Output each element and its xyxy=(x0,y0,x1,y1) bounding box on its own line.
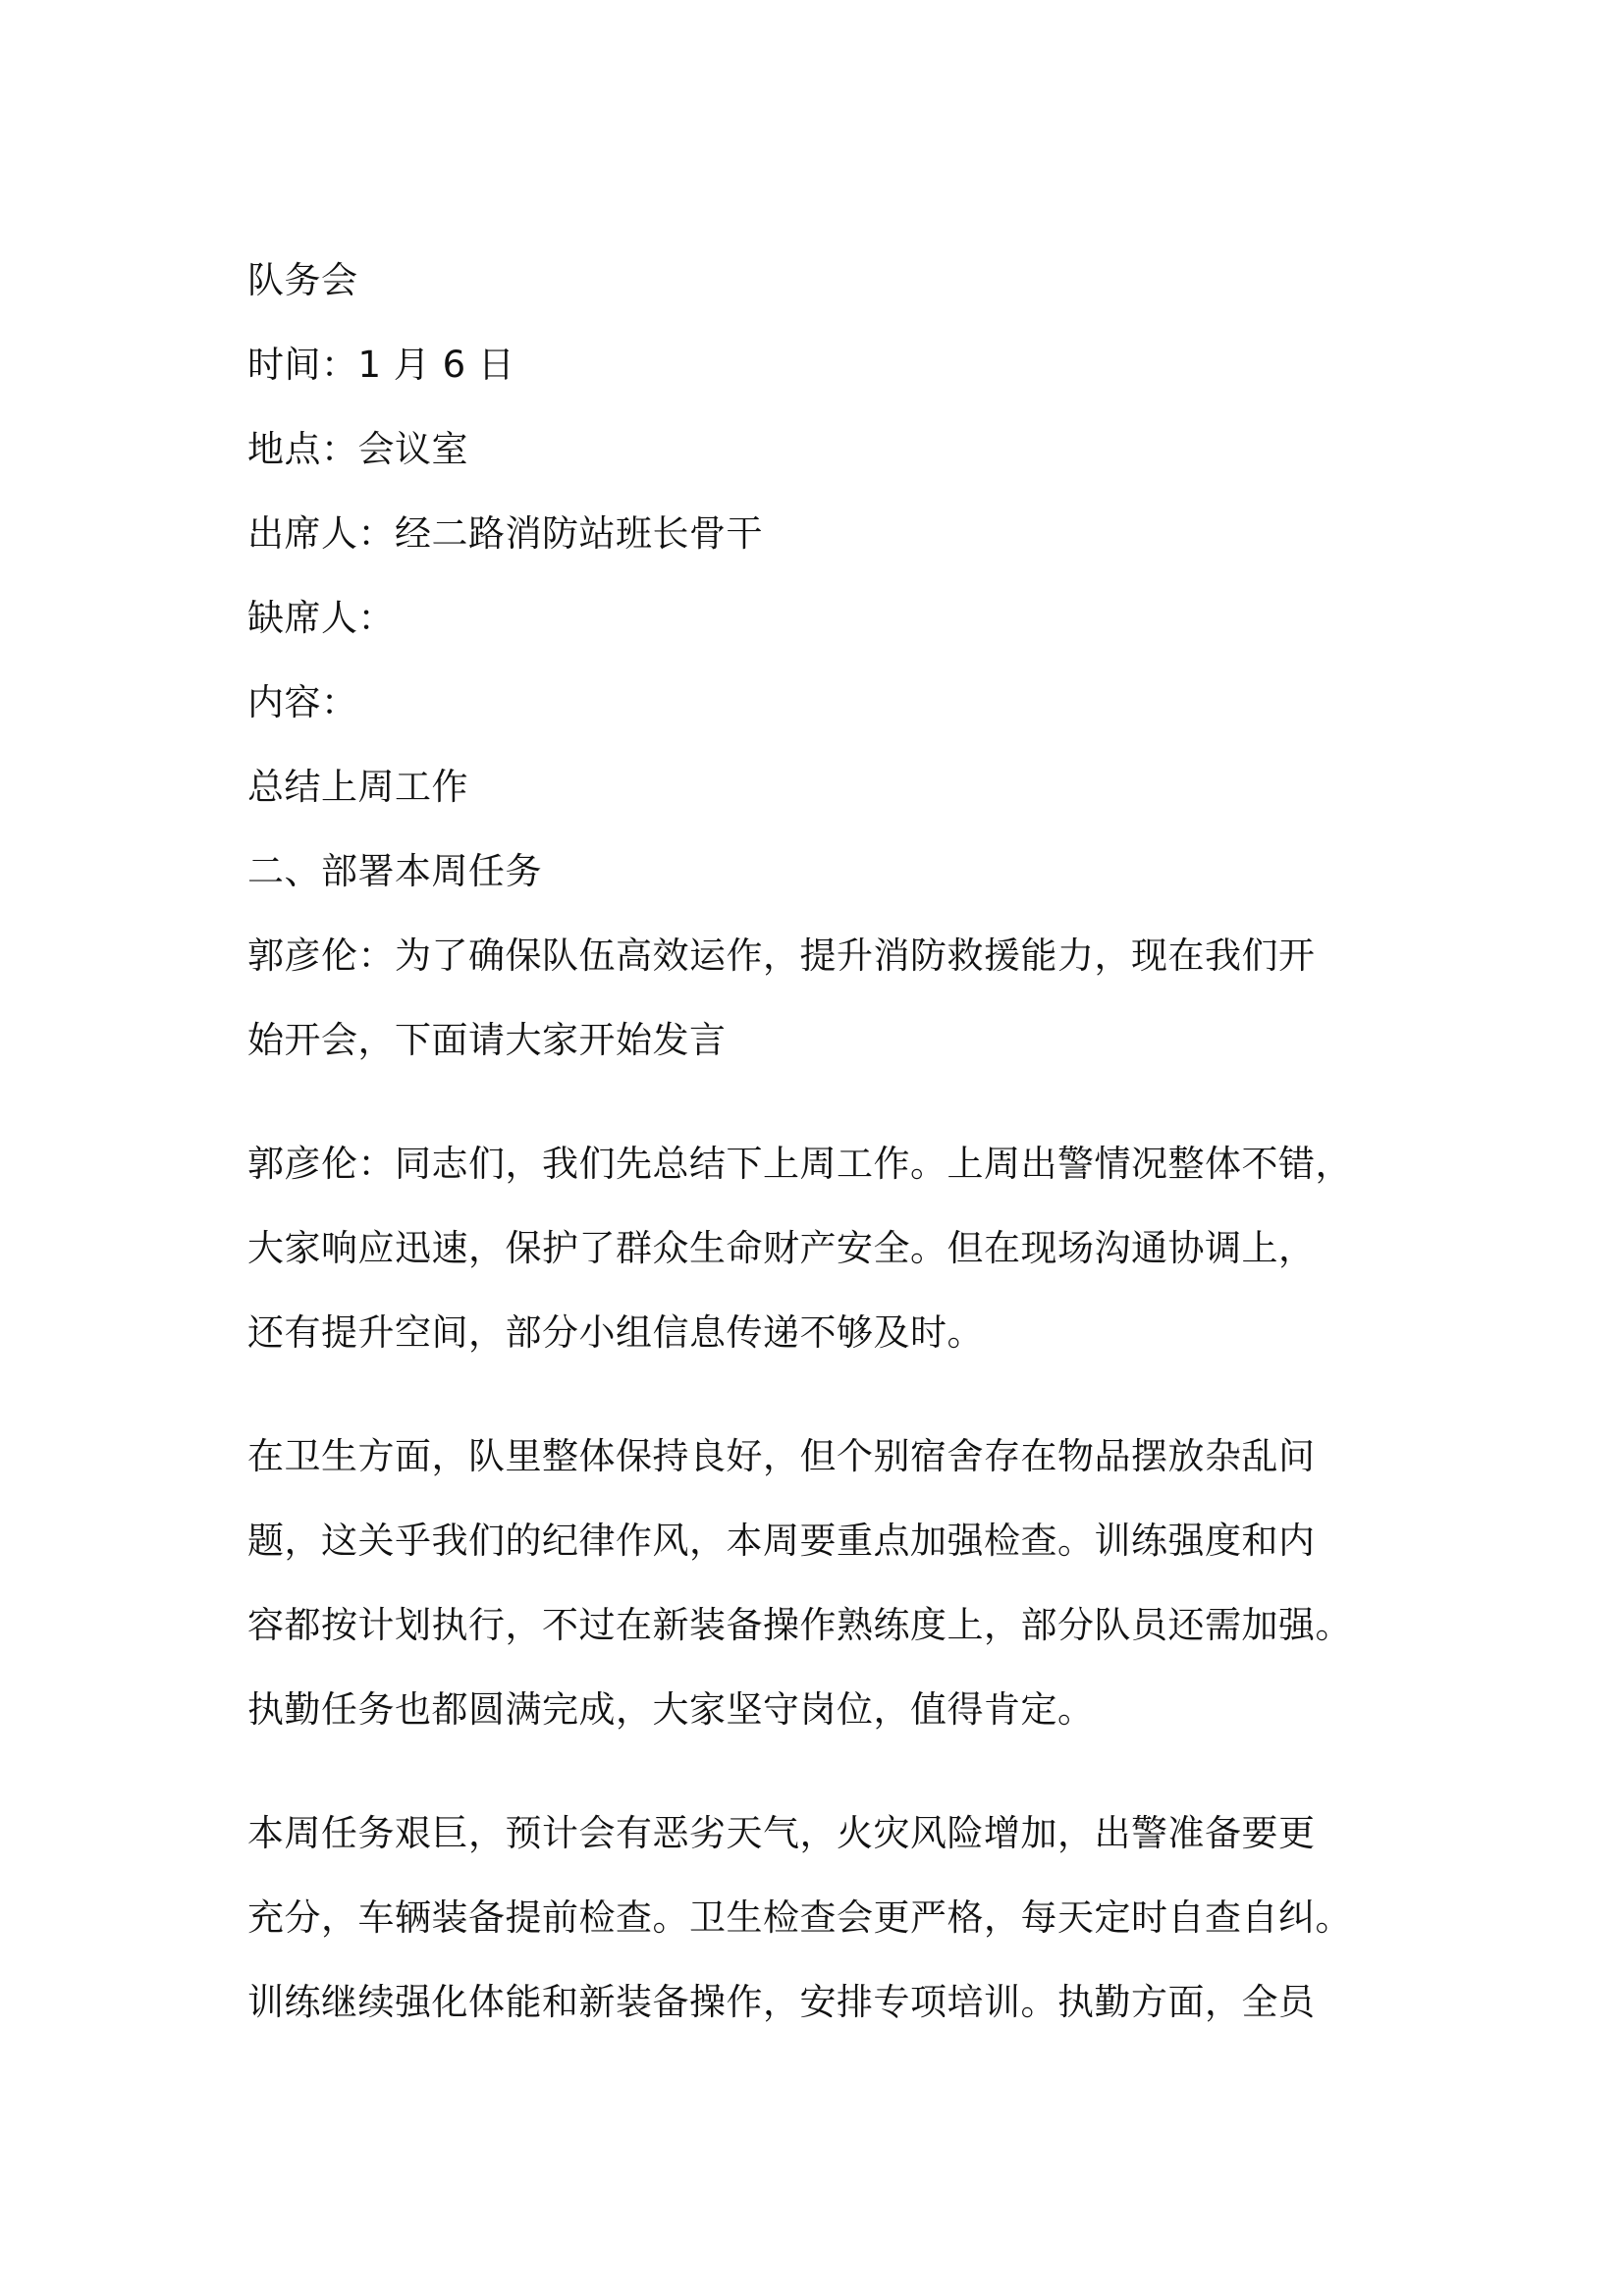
attendees-label: 出席人： xyxy=(247,512,395,555)
absentees-label: 缺席人： xyxy=(247,597,395,639)
speech-paragraph xyxy=(247,914,1386,1083)
agenda-item: 二、部署本周任务 xyxy=(247,850,542,892)
meeting-attendees xyxy=(247,492,1386,576)
paragraph-line: 充分，车辆装备提前检查。卫生检查会更严格，每天定时自查自纠。 xyxy=(247,1896,1352,1939)
paragraph-line: 题，这关乎我们的纪律作风，本周要重点加强检查。训练强度和内 xyxy=(247,1520,1316,1562)
place-label: 地点： xyxy=(247,428,358,470)
time-label: 时间： xyxy=(247,344,358,386)
meeting-absentees xyxy=(247,576,1386,661)
time-value: 1 月 6 日 xyxy=(357,344,515,386)
meeting-place xyxy=(247,407,1386,492)
speech-paragraph xyxy=(247,1415,1386,1752)
paragraph-line: 大家响应迅速，保护了群众生命财产安全。但在现场沟通协调上， xyxy=(247,1227,1316,1269)
paragraph-line: 还有提升空间，部分小组信息传递不够及时。 xyxy=(247,1311,984,1354)
speech-paragraph xyxy=(247,1791,1386,2045)
document-title: 队务会 xyxy=(247,259,358,301)
paragraph-line: 容都按计划执行，不过在新装备操作熟练度上，部分队员还需加强。 xyxy=(247,1604,1352,1646)
paragraph-line: 训练继续强化体能和新装备操作，安排专项培训。执勤方面，全员 xyxy=(247,1981,1316,2023)
paragraph-line: 本周任务艰巨，预计会有恶劣天气，火灾风险增加，出警准备要更 xyxy=(247,1812,1316,1854)
speech-paragraph xyxy=(247,1122,1386,1375)
paragraph-line: 在卫生方面，队里整体保持良好，但个别宿舍存在物品摆放杂乱问 xyxy=(247,1435,1316,1477)
document-page xyxy=(247,239,1386,2045)
paragraph-line: 郭彦伦：为了确保队伍高效运作，提升消防救援能力，现在我们开 xyxy=(247,934,1316,977)
agenda-item: 总结上周工作 xyxy=(247,766,468,808)
meeting-time xyxy=(247,323,1386,407)
paragraph-line: 执勤任务也都圆满完成，大家坚守岗位，值得肯定。 xyxy=(247,1688,1095,1731)
attendees-value: 经二路消防站班长骨干 xyxy=(395,512,763,555)
paragraph-line: 始开会，下面请大家开始发言 xyxy=(247,1019,727,1061)
paragraph-line: 郭彦伦：同志们，我们先总结下上周工作。上周出警情况整体不错， xyxy=(247,1143,1352,1185)
content-label: 内容： xyxy=(247,681,358,723)
place-value: 会议室 xyxy=(357,428,468,470)
